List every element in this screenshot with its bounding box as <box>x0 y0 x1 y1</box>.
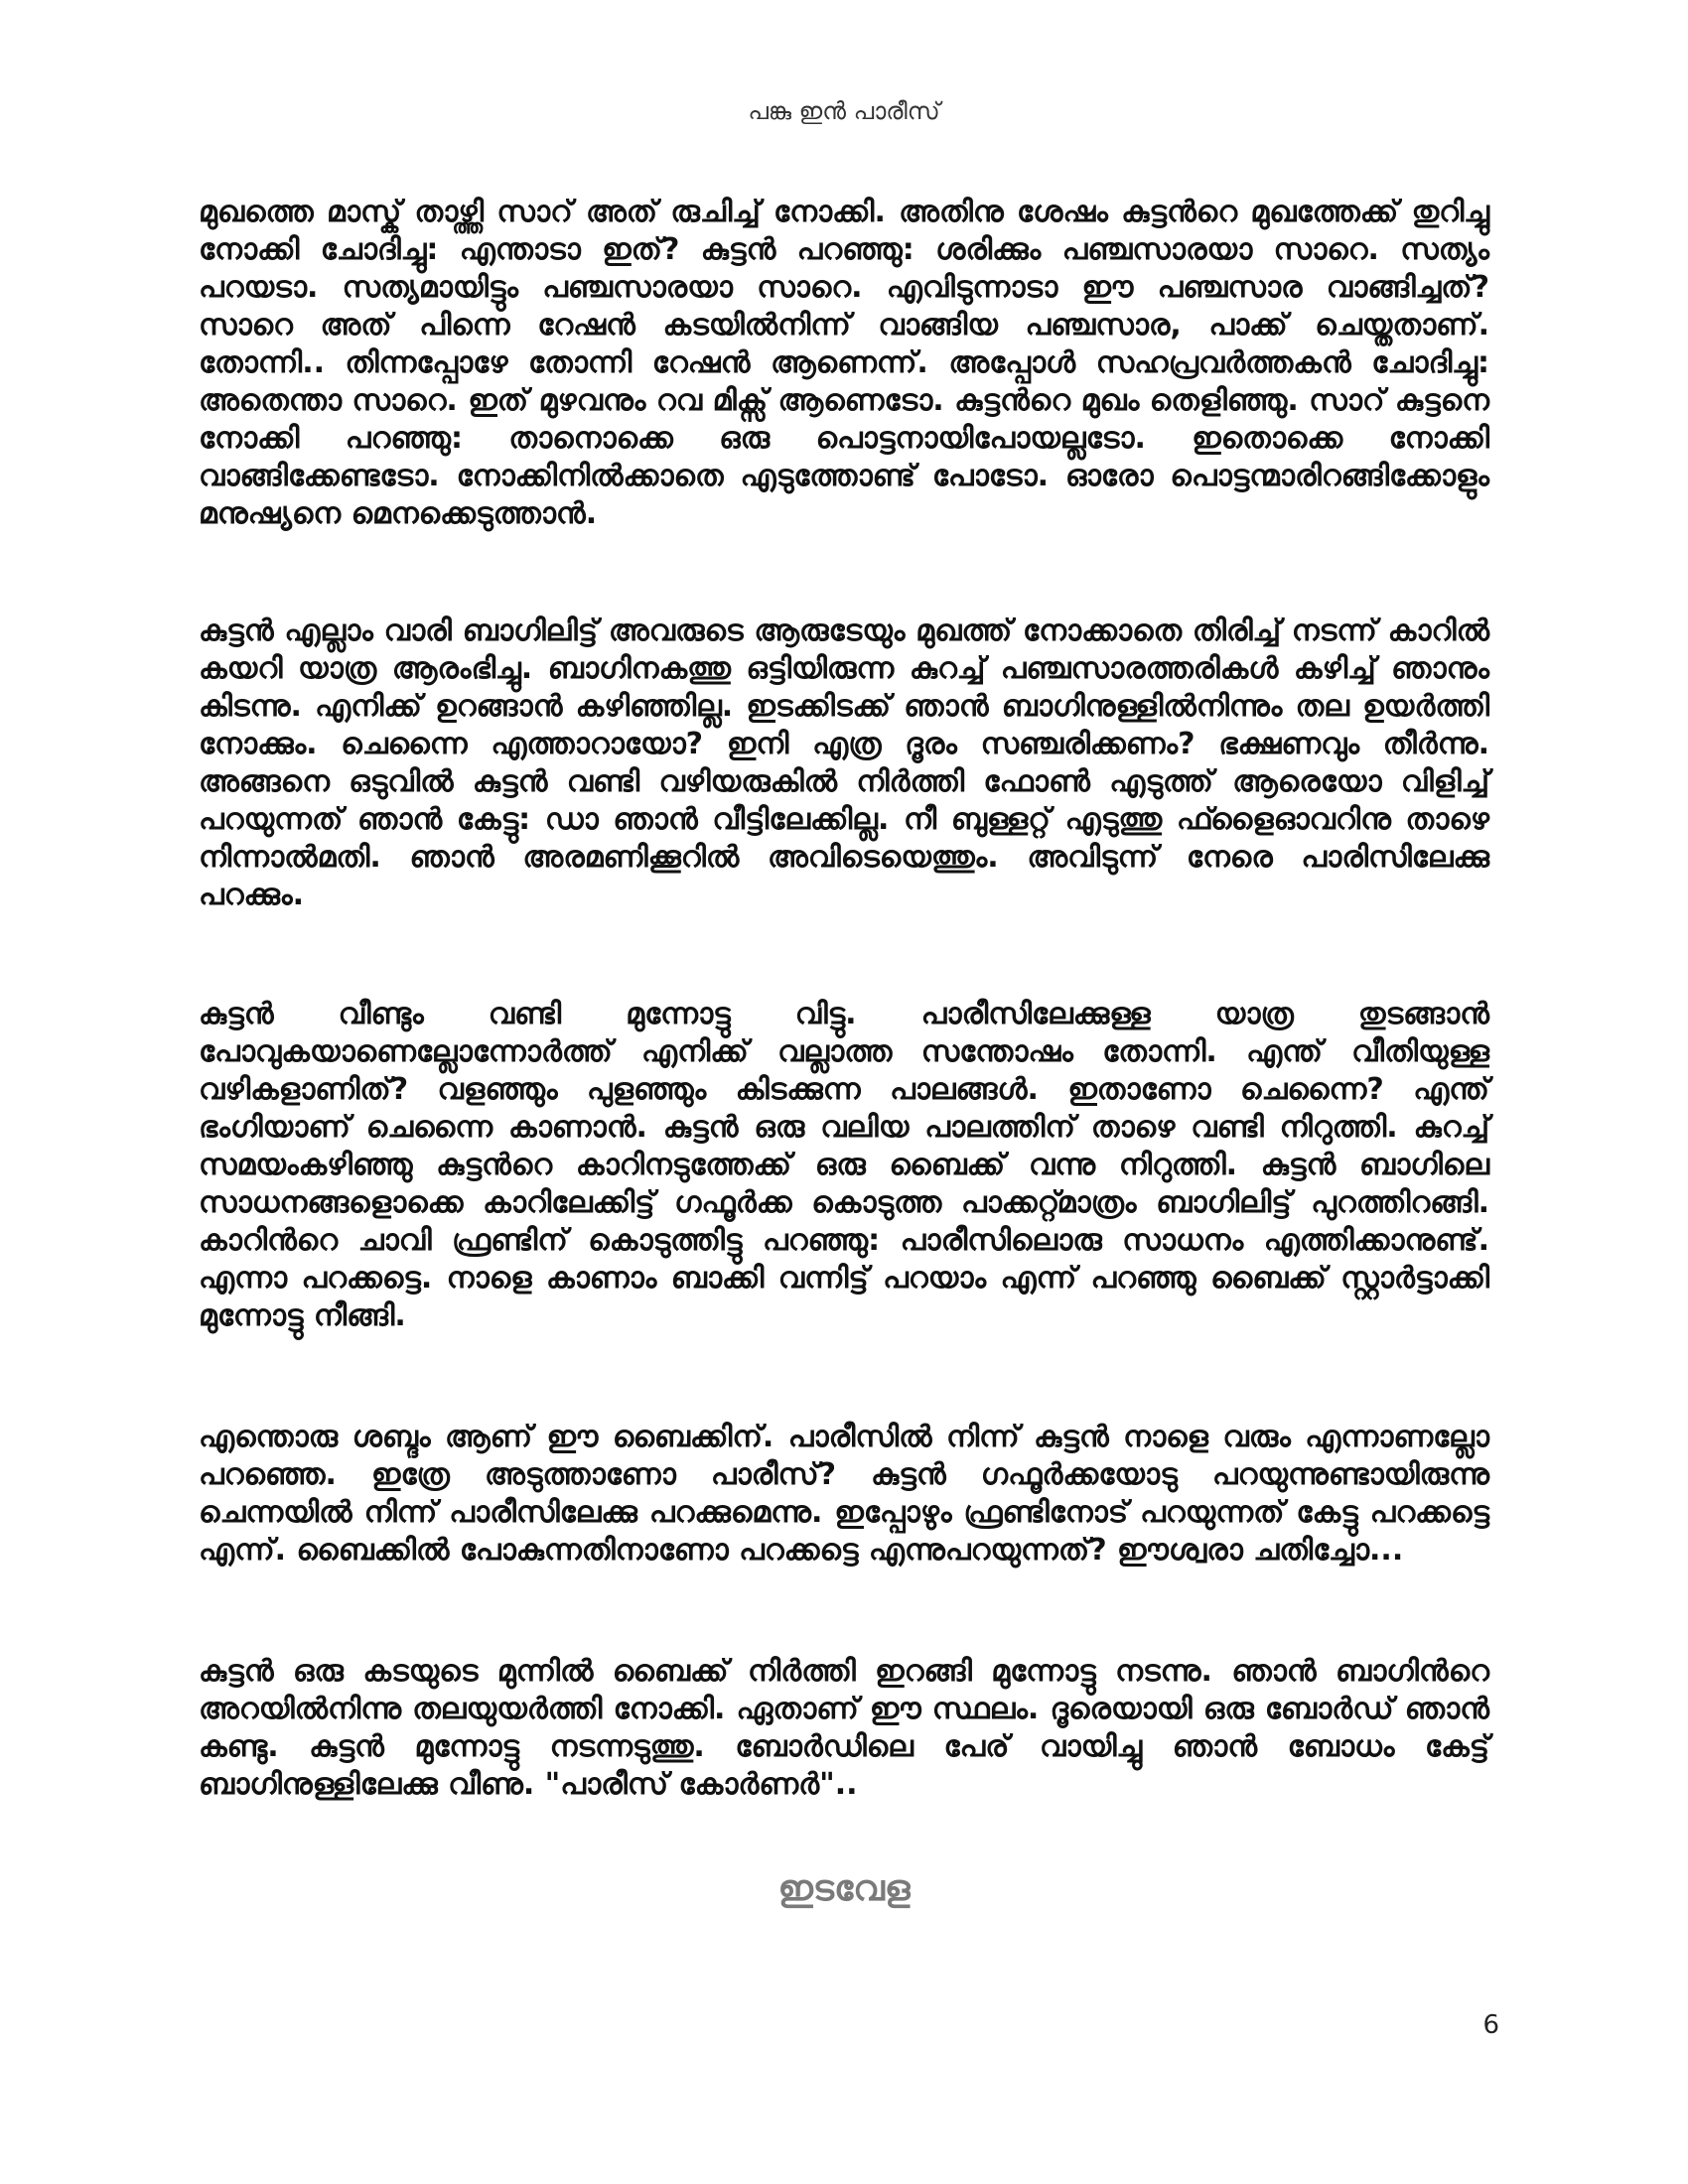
body-text <box>199 194 1489 1883</box>
section-heading: ഇടവേള <box>777 1868 911 1909</box>
paragraph-3: കുട്ടൻ വീണ്ടും വണ്ടി മുന്നോട്ടു വിട്ടു. പാരീസിലേക്കുള്ള യാത്ര തുടങ്ങാൻ പോവുകയാണെല്ലോന്നോർത്ത് എനിക്ക് വല്ലാത്ത സന്തോഷം തോന്നി. എന്ത് വീതിയുള്ള വഴികളാണിത്? വളഞ്ഞും പുളഞ്ഞും കിടക്കുന്ന പാലങ്ങൾ. ഇതാണോ ചെന്നൈ? എന്ത് ഭംഗിയാണ് ചെന്നൈ കാണാൻ. കുട്ടൻ ഒരു വലിയ പാലത്തിന് താഴെ വണ്ടി നിറുത്തി. കുറച്ച് സമയംകഴിഞ്ഞു കുട്ടൻറെ കാറിനടുത്തേക്ക് ഒരു ബൈക്ക് വന്നു നിറുത്തി. കുട്ടൻ ബാഗിലെ സാധനങ്ങളൊക്കെ കാറിലേക്കിട്ട് ഗഫൂർക്ക കൊടുത്ത പാക്കറ്റ്മാത്രം ബാഗിലിട്ട് പുറത്തിറങ്ങി. കാറിൻറെ ചാവി ഫ്രണ്ടിന് കൊടുത്തിട്ടു പറഞ്ഞു: പാരീസിലൊരു സാധനം എത്തിക്കാനുണ്ട്. എന്നാ പറക്കട്ടെ. നാളെ കാണാം ബാക്കി വന്നിട്ട് പറയാം എന്ന് പറഞ്ഞു ബൈക്ക് സ്റ്റാർട്ടാക്കി മുന്നോട്ടു നീങ്ങി. <box>199 997 1489 1333</box>
paragraph-1: മുഖത്തെ മാസ്ക് താഴ്ത്തി സാറ് അത് രുചിച്ച് നോക്കി. അതിനു ശേഷം കുട്ടൻറെ മുഖത്തേക്ക് തുറിച്ചു നോക്കി ചോദിച്ചു: എന്താടാ ഇത്? കുട്ടൻ പറഞ്ഞു: ശരിക്കും പഞ്ചസാരയാ സാറെ. സത്യം പറയടാ. സത്യമായിട്ടും പഞ്ചസാരയാ സാറെ. എവിടുന്നാടാ ഈ പഞ്ചസാര വാങ്ങിച്ചത്? സാറെ അത് പിന്നെ റേഷൻ കടയിൽനിന്ന് വാങ്ങിയ പഞ്ചസാര, പാക്ക് ചെയ്തതാണ്. തോന്നി.. തിന്നപ്പോഴേ തോന്നി റേഷൻ ആണെന്ന്. അപ്പോൾ സഹപ്രവർത്തകൻ ചോദിച്ചു: അതെന്താ സാറെ. ഇത് മുഴവനും റവ മിക്സ് ആണെടോ. കുട്ടൻറെ മുഖം തെളിഞ്ഞു. സാറ് കുട്ടനെ നോക്കി പറഞ്ഞു: താനൊക്കെ ഒരു പൊട്ടനായിപോയല്ലടോ. ഇതൊക്കെ നോക്കി വാങ്ങിക്കേണ്ടടോ. നോക്കിനിൽക്കാതെ എടുത്തോണ്ട് പോടോ. ഓരോ പൊട്ടന്മാരിറങ്ങിക്കോളും മനുഷ്യനെ മെനക്കെടുത്താൻ. <box>199 195 1489 531</box>
page-number: 6 <box>1482 2010 1499 2040</box>
paragraph-4: എന്തൊരു ശബ്ദം ആണ് ഈ ബൈക്കിന്. പാരീസിൽ നിന്ന് കുട്ടൻ നാളെ വരും എന്നാണല്ലോ പറഞ്ഞെ. ഇത്രേ അടുത്താണോ പാരീസ്? കുട്ടൻ ഗഫൂർക്കയോടു പറയുന്നുണ്ടായിരുന്നു ചെന്നയിൽ നിന്ന് പാരീസിലേക്കു പറക്കുമെന്നു. ഇപ്പോഴും ഫ്രണ്ടിനോട് പറയുന്നത് കേട്ടു പറക്കട്ടെ എന്ന്. ബൈക്കിൽ പോകുന്നതിനാണോ പറക്കട്ടെ എന്നുപറയുന്നത്? ഈശ്വരാ ചതിച്ചോ... <box>199 1420 1489 1568</box>
running-header-title: പങ്കു ഇൻ പാരീസ് <box>748 97 940 125</box>
paragraph-2: കുട്ടൻ എല്ലാം വാരി ബാഗിലിട്ട് അവരുടെ ആരുടേയും മുഖത്ത് നോക്കാതെ തിരിച്ച് നടന്ന് കാറിൽ കയറി യാത്ര ആരംഭിച്ചു. ബാഗിനകത്തു ഒട്ടിയിരുന്ന കുറച്ച് പഞ്ചസാരത്തരികൾ കഴിച്ച് ഞാനും കിടന്നു. എനിക്ക് ഉറങ്ങാൻ കഴിഞ്ഞില്ല. ഇടക്കിടക്ക് ഞാൻ ബാഗിനുള്ളിൽനിന്നും തല ഉയർത്തി നോക്കും. ചെന്നൈ എത്താറായോ? ഇനി എത്ര ദൂരം സഞ്ചരിക്കണം? ഭക്ഷണവും തീർന്നു. അങ്ങനെ ഒടുവിൽ കുട്ടൻ വണ്ടി വഴിയരുകിൽ നിർത്തി ഫോൺ എടുത്ത് ആരെയോ വിളിച്ച് പറയുന്നത് ഞാൻ കേട്ടു: ഡാ ഞാൻ വീട്ടിലേക്കില്ല. നീ ബുള്ളറ്റ് എടുത്തു ഫ്ളൈഓവറിനു താഴെ നിന്നാൽമതി. ഞാൻ അരമണിക്കൂറിൽ അവിടെയെത്തും. അവിടുന്ന് നേരെ പാരിസിലേക്കു പറക്കും. <box>199 614 1489 912</box>
paragraph-5: കുട്ടൻ ഒരു കടയുടെ മുന്നിൽ ബൈക്ക് നിർത്തി ഇറങ്ങി മുന്നോട്ടു നടന്നു. ഞാൻ ബാഗിൻറെ അറയിൽനിന്നു തലയുയർത്തി നോക്കി. ഏതാണ് ഈ സ്ഥലം. ദൂരെയായി ഒരു ബോർഡ് ഞാൻ കണ്ടു. കുട്ടൻ മുന്നോട്ടു നടന്നടുത്തു. ബോർഡിലെ പേര് വായിച്ചു ഞാൻ ബോധം കേട്ട് ബാഗിനുള്ളിലേക്കു വീണു. "പാരീസ് കോർണർ".. <box>199 1654 1489 1802</box>
